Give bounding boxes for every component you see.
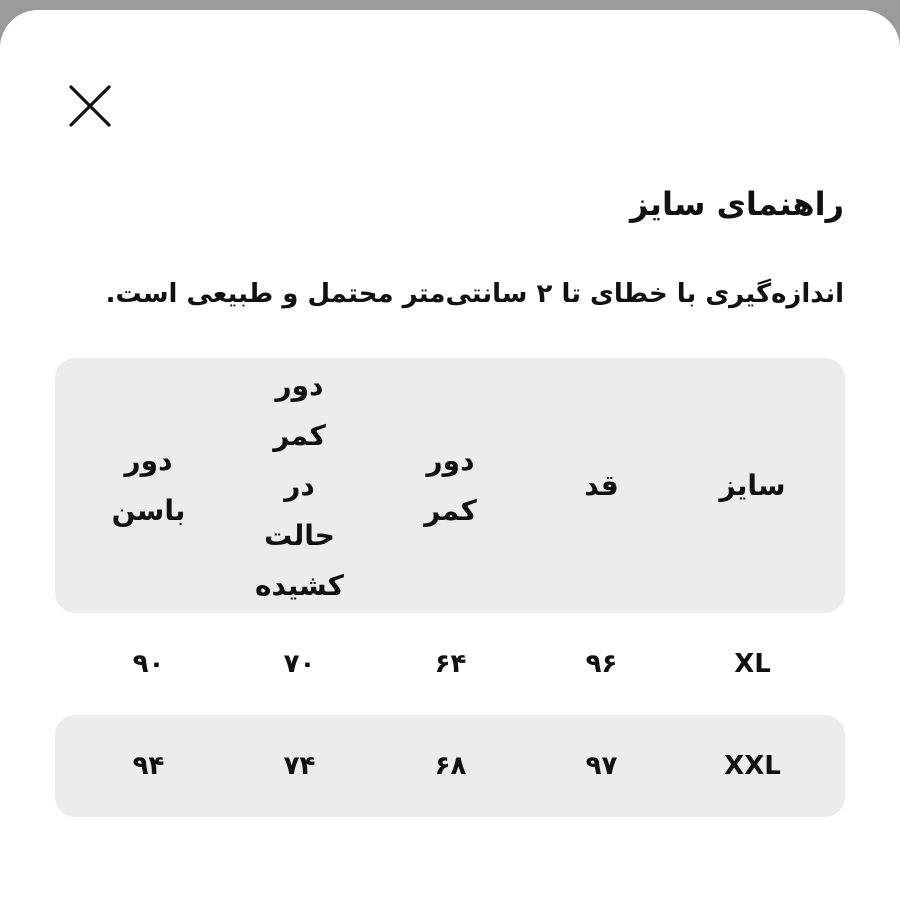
header-waist-stretched: دور کمر در حالت کشیده	[255, 368, 344, 602]
header-hip: دور باسن	[111, 443, 186, 527]
cell-height: ۹۷	[585, 751, 618, 781]
cell-height: ۹۶	[585, 649, 618, 679]
table-row	[55, 715, 845, 817]
size-guide-sheet	[0, 10, 900, 900]
cell-hip: ۹۰	[132, 649, 165, 679]
header-height: قد	[584, 468, 619, 502]
size-table	[55, 358, 845, 817]
table-header-row	[55, 358, 845, 613]
table-row	[55, 613, 845, 715]
cell-waist: ۶۴	[434, 649, 467, 679]
cell-hip: ۹۴	[132, 751, 165, 781]
cell-size: XXL	[724, 751, 781, 781]
cell-waist-stretched: ۷۰	[283, 649, 316, 679]
cell-waist-stretched: ۷۴	[283, 751, 316, 781]
page-title: راهنمای سایز	[630, 185, 844, 223]
close-button[interactable]	[62, 78, 118, 134]
measurement-note: اندازه‌گیری با خطای تا ۲ سانتی‌متر محتمل و طبیعی است.	[105, 279, 844, 309]
header-waist: دور کمر	[424, 443, 477, 527]
cell-size: XL	[734, 649, 771, 679]
close-icon	[68, 84, 112, 128]
header-size: سایز	[719, 468, 786, 502]
cell-waist: ۶۸	[434, 751, 467, 781]
